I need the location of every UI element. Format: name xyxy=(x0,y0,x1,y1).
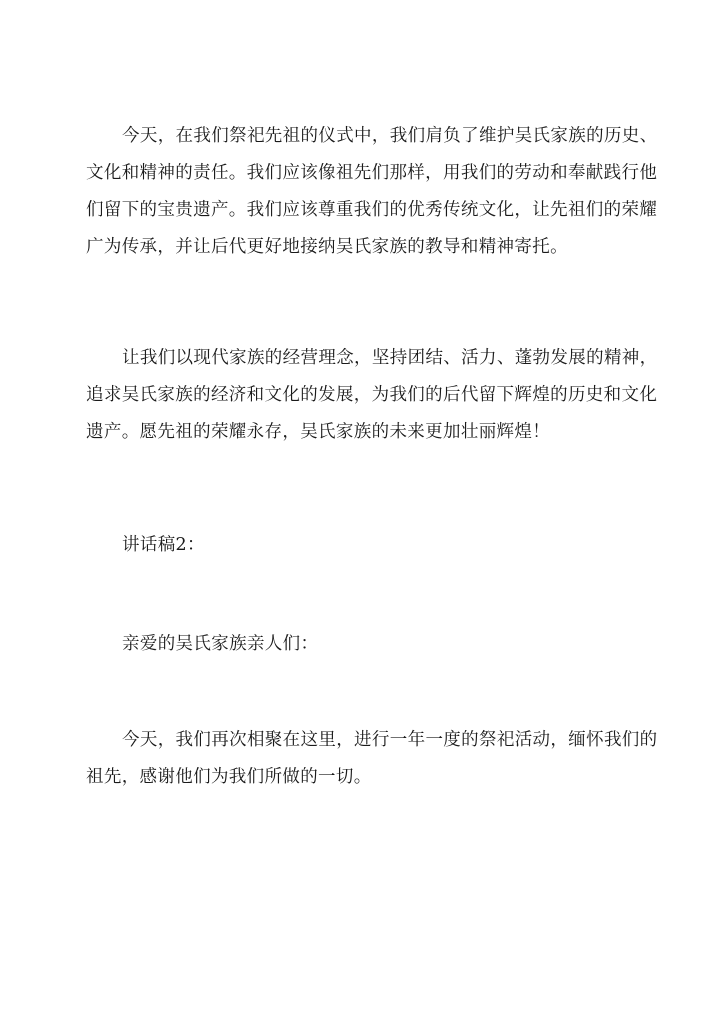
paragraph-gathering xyxy=(86,722,658,796)
text-line: 让我们以现代家族的经营理念，坚持团结、活力、蓬勃发展的精神， xyxy=(122,348,658,368)
salutation xyxy=(86,626,634,663)
text-line: 文化和精神的责任。我们应该像祖先们那样，用我们的劳动和奉献践行他 xyxy=(86,163,658,183)
text-line: 讲话稿2： xyxy=(122,535,205,555)
text-line: 们留下的宝贵遗产。我们应该尊重我们的优秀传统文化，让先祖们的荣耀 xyxy=(86,200,658,220)
paragraph-ceremony-responsibility xyxy=(86,118,658,266)
text-line: 追求吴氏家族的经济和文化的发展，为我们的后代留下辉煌的历史和文化 xyxy=(86,385,658,405)
text-line: 广为传承，并让后代更好地接纳吴氏家族的教导和精神寄托。 xyxy=(86,237,568,257)
paragraph-family-development xyxy=(86,340,658,451)
text-line: 亲爱的吴氏家族亲人们： xyxy=(122,634,319,654)
text-line: 祖先，感谢他们为我们所做的一切。 xyxy=(86,767,372,787)
speech-2-heading xyxy=(86,527,634,564)
text-line: 今天，我们再次相聚在这里，进行一年一度的祭祀活动，缅怀我们的 xyxy=(122,730,658,750)
text-line: 遗产。愿先祖的荣耀永存，吴氏家族的未来更加壮丽辉煌！ xyxy=(86,422,551,442)
text-line: 今天，在我们祭祀先祖的仪式中，我们肩负了维护吴氏家族的历史、 xyxy=(122,126,658,146)
